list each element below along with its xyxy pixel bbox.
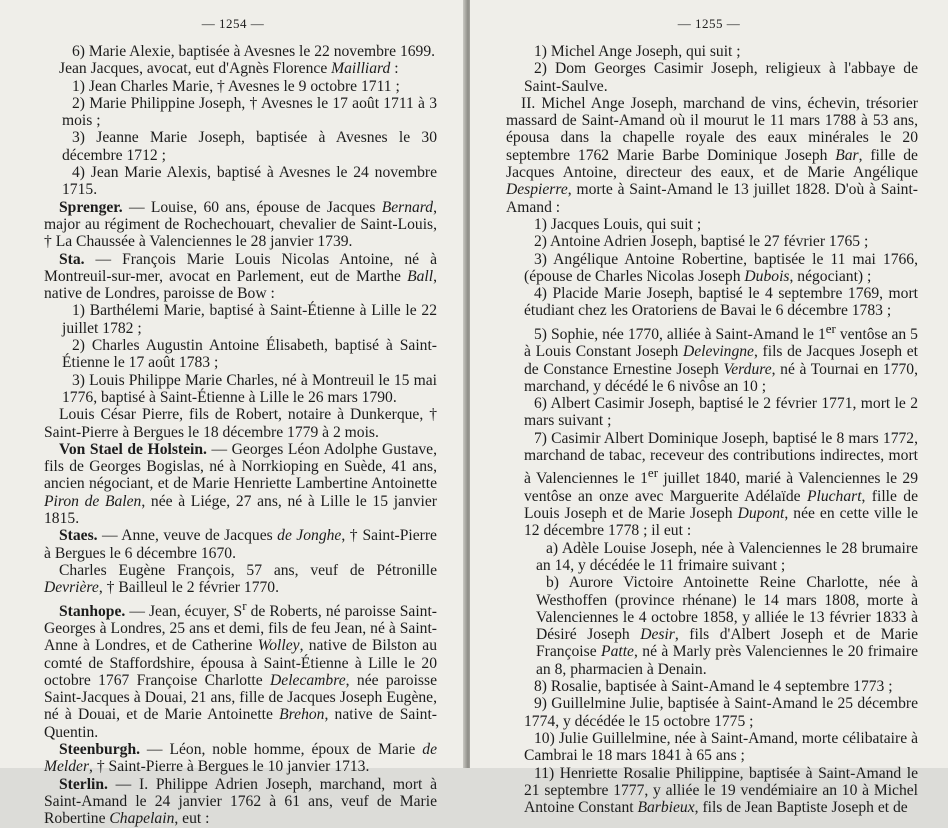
paragraph: Jean Jacques, avocat, eut d'Agnès Florence Mailliard :	[59, 60, 399, 78]
paragraph: Sterlin. — I. Philippe Adrien Joseph, marchand, mort à Saint-Amand le 24 janvier 1762 à 61 ans, veuf de Marie Robertine Chapelain, eut :	[44, 775, 437, 828]
paragraph: 3) Angélique Antoine Robertine, baptisée le 11 mai 1766, (épouse de Charles Nicolas Joseph Dubois, négociant) ;	[524, 250, 918, 285]
paragraph: 1) Jean Charles Marie, † Avesnes le 9 octobre 1711 ;	[72, 77, 400, 95]
paragraph: 10) Julie Guillelmine, née à Saint-Amand, morte célibataire à Cambrai le 18 mars 1841 à 65 ans ;	[524, 729, 918, 765]
paragraph: 6) Marie Alexie, baptisée à Avesnes le 22 novembre 1699.	[72, 43, 436, 60]
paragraph: Sta. — François Marie Louis Nicolas Antoine, né à Montreuil-sur-mer, avocat en Parlement, eut de Marthe Ball, native de Londres, paroisse de Bow :	[44, 250, 437, 303]
paragraph: 11) Henriette Rosalie Philippine, baptisée à Saint-Amand le 21 septembre 1777, y alliée le 19 vendémiaire an 10 à Michel Antoine Constant Barbieux, fils de Jean Baptiste Joseph et de	[524, 764, 918, 817]
paragraph: 1) Jacques Louis, qui suit ;	[534, 215, 702, 233]
paragraph: 5) Sophie, née 1770, alliée à Saint-Amand le 1er ventôse an 5 à Louis Constant Joseph Delevingne, fils de Jacques Joseph et de Constance Ernestine Joseph Verdure, né à Tournai en 1770, marchand, y décédé le 6 nivôse an 10 ;	[524, 320, 919, 395]
paragraph: II. Michel Ange Joseph, marchand de vins, échevin, trésorier massard de Saint-Amand où il mourut le 11 mars 1788 à 53 ans, épousa dans la chapelle royale des eaux minérales le 20 septembre 1762 Marie Barbe Dominique Joseph Bar, fille de Jacques Antoine, directeur des eaux, et de Marie Angélique Despierre, morte à Saint-Amand le 13 juillet 1828. D'où à Saint-Amand :	[506, 94, 918, 216]
paragraph: Sprenger. — Louise, 60 ans, épouse de Jacques Bernard, major au régiment de Rochechouart, chevalier de Saint-Louis, † La Chaussée à Valenciennes le 28 janvier 1739.	[44, 198, 437, 251]
paragraph: Steenburgh. — Léon, noble homme, époux de Marie de Melder, † Saint-Pierre à Bergues le 10 janvier 1713.	[44, 741, 437, 776]
paragraph: Staes. — Anne, veuve de Jacques de Jonghe, † Saint-Pierre à Bergues le 6 décembre 1670.	[44, 527, 437, 562]
paragraph: 7) Casimir Albert Dominique Joseph, baptisé le 8 mars 1772, marchand de tabac, receveur des contributions indirectes, mort à Valenciennes le 1er juillet 1840, marié à Valenciennes le 29 ventôse an onze avec Marguerite Adélaïde Pluchart, fille de Louis Joseph et de Marie Joseph Dupont, née en cette ville le 12 décembre 1778 ; il eut :	[524, 429, 919, 540]
page-number: — 1255 —	[677, 16, 741, 31]
paragraph: 9) Guillelmine Julie, baptisée à Saint-Amand le 25 décembre 1774, y décédée le 15 octobre 1775 ;	[524, 695, 918, 730]
paragraph: 2) Marie Philippine Joseph, † Avesnes le 17 août 1711 à 3 mois ;	[62, 94, 437, 130]
paragraph: 1) Michel Ange Joseph, qui suit ;	[534, 43, 741, 60]
page-number: — 1254 —	[201, 16, 265, 31]
paragraph: a) Adèle Louise Joseph, née à Valenciennes le 28 brumaire an 14, y décédée le 11 frimaire suivant ;	[536, 539, 918, 574]
paragraph: Charles Eugène François, 57 ans, veuf de Pétronille Devrière, † Bailleul le 2 février 1770.	[44, 561, 437, 597]
paragraph: Stanhope. — Jean, écuyer, $S^r$ de Roberts, né paroisse Saint-Georges à Londres, 25 ans et demi, fils de feu Jean, né à Saint-Anne à Londres, et de Catherine Wolley, native de Bilston au comté de Staffordshire, épousa à Saint-Étienne à Lille le 20 octobre 1767 Françoise Charlotte Delecambre, née paroisse Saint-Jacques à Douai, 21 ans, fille de Jacques Joseph Eugène, né à Douai, et de Marie Antoinette Brehon, native de Saint-Quentin.	[44, 597, 437, 741]
paragraph: 4) Jean Marie Alexis, baptisé à Avesnes le 24 novembre 1715.	[62, 164, 437, 199]
paragraph: 2) Antoine Adrien Joseph, baptisé le 27 février 1765 ;	[534, 233, 869, 251]
paragraph: 4) Placide Marie Joseph, baptisé le 4 septembre 1769, mort étudiant chez les Oratoriens de Bavai le 6 décembre 1783 ;	[524, 285, 918, 320]
page-body	[44, 43, 437, 828]
paragraph: 2) Dom Georges Casimir Joseph, religieux à l'abbaye de Saint-Saulve.	[524, 60, 918, 95]
page-body	[506, 43, 918, 816]
paragraph: 1) Barthélemi Marie, baptisé à Saint-Étienne à Lille le 22 juillet 1782 ;	[62, 302, 437, 337]
right-page	[470, 0, 948, 817]
paragraph: b) Aurore Victoire Antoinette Reine Charlotte, née à Westhoffen (province rhénane) le 14 mars 1808, morte à Valenciennes le 4 octobre 1858, y alliée le 13 février 1833 à Désiré Joseph Desir, fils d'Albert Joseph et de Marie Françoise Patte, né à Marly près Valenciennes le 20 frimaire an 8, pharmacien à Denain.	[536, 574, 918, 678]
paragraph: 3) Jeanne Marie Joseph, baptisée à Avesnes le 30 décembre 1712 ;	[62, 129, 437, 164]
paragraph: 6) Albert Casimir Joseph, baptisé le 2 février 1771, mort le 2 mars suivant ;	[524, 395, 918, 430]
paragraph: 2) Charles Augustin Antoine Élisabeth, baptisé à Saint-Étienne le 17 août 1783 ;	[62, 337, 437, 372]
left-page	[0, 0, 466, 828]
paragraph: Louis César Pierre, fils de Robert, notaire à Dunkerque, † Saint-Pierre à Bergues le 18 décembre 1779 à 2 mois.	[44, 406, 437, 441]
paragraph: 8) Rosalie, baptisée à Saint-Amand le 4 septembre 1773 ;	[534, 678, 893, 696]
paragraph: 3) Louis Philippe Marie Charles, né à Montreuil le 15 mai 1776, baptisé à Saint-Étienne à Lille le 26 mars 1790.	[62, 371, 437, 406]
paragraph: Von Stael de Holstein. — Georges Léon Adolphe Gustave, fils de Georges Bogislas, né à Norrkioping en Suède, 41 ans, ancien négociant, et de Marie Henriette Lambertine Antoinette Piron de Balen, née à Liége, 27 ans, né à Lille le 15 janvier 1815.	[44, 440, 437, 528]
